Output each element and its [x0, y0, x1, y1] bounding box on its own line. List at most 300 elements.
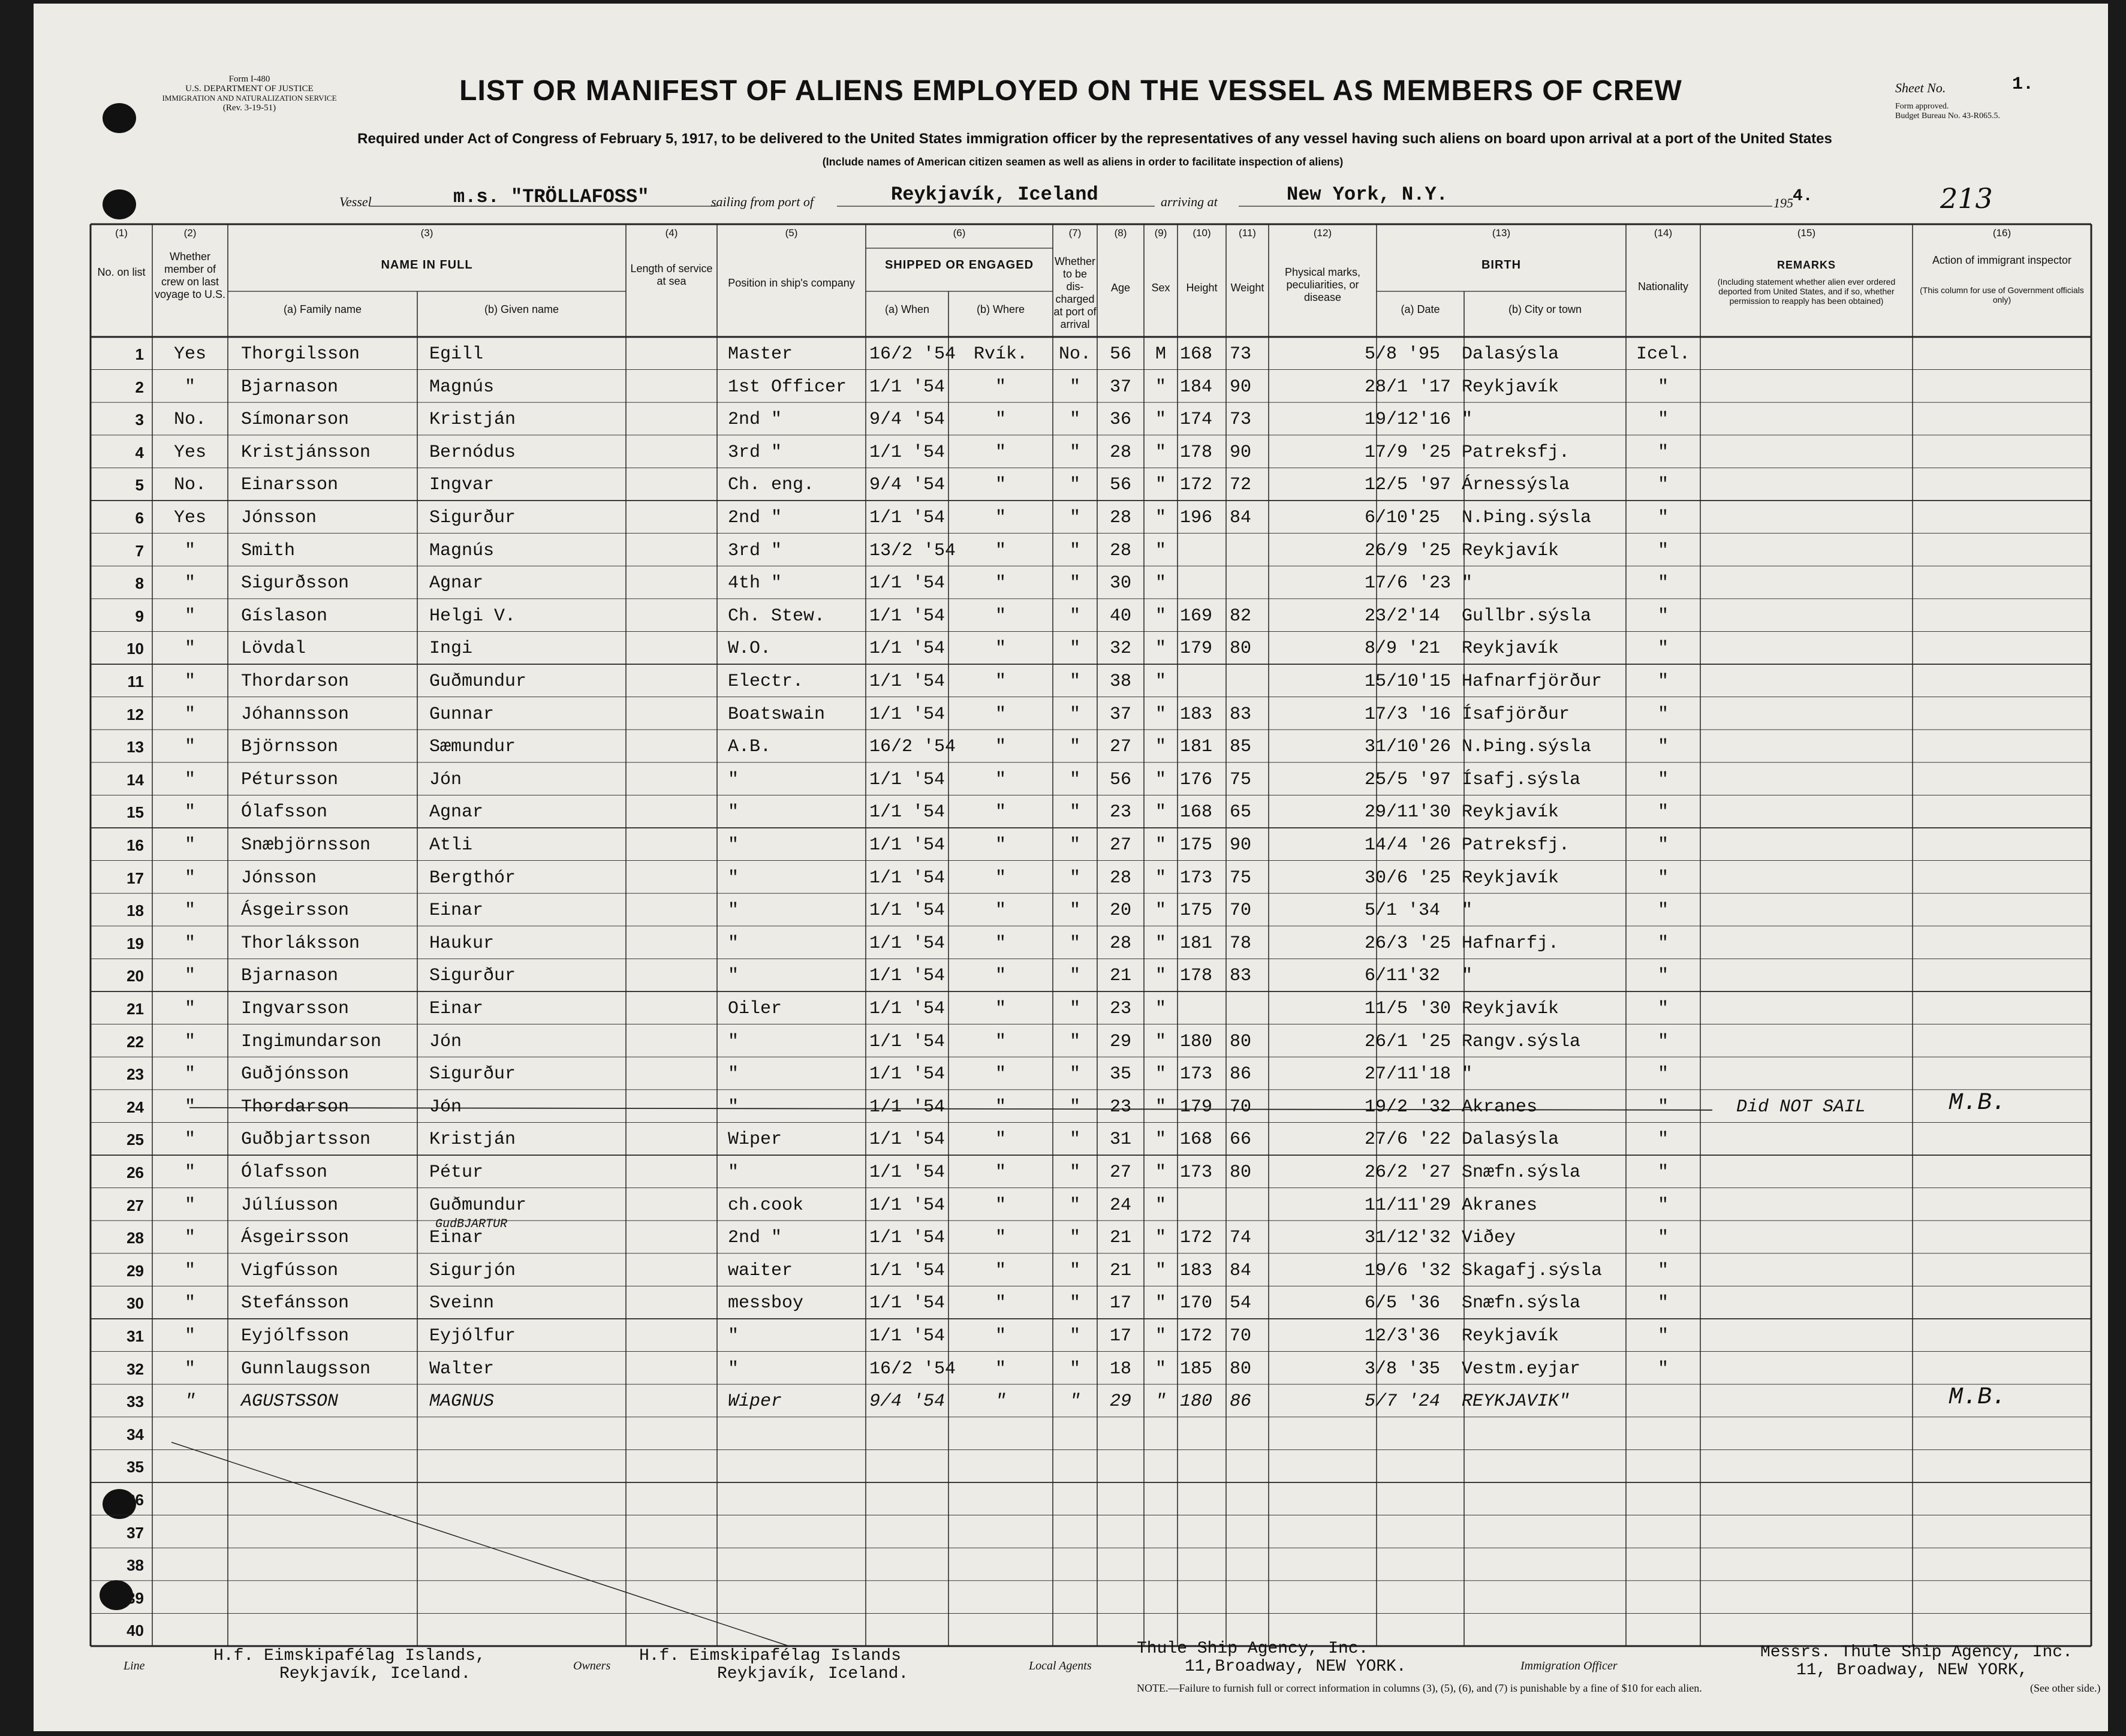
- budget-number: Budget Bureau No. 43-R065.5.: [1895, 111, 2000, 120]
- cell-given-name: Guðmundur: [429, 1195, 527, 1216]
- header-birth-date: (a) Date: [1401, 303, 1440, 315]
- cell-birth-city: Dalasýsla: [1462, 1129, 1559, 1150]
- cell-sex: ": [1155, 1195, 1166, 1216]
- cell-discharged: ": [1069, 1326, 1080, 1346]
- vessel-label: Vessel: [339, 194, 372, 209]
- cell-sex: ": [1155, 605, 1166, 626]
- cell-discharged: ": [1069, 737, 1080, 758]
- cell-sex: ": [1155, 933, 1166, 954]
- cell-birth-date: 25/5 '97: [1365, 769, 1452, 790]
- column-number: (11): [1239, 227, 1256, 239]
- cell-nationality: ": [1657, 573, 1669, 594]
- cell-weight: 90: [1230, 835, 1252, 855]
- row-number: 27: [127, 1196, 144, 1214]
- column-number: (8): [1114, 227, 1127, 239]
- cell-whether-member: ": [184, 835, 195, 855]
- cell-family-name: Júlíusson: [241, 1195, 339, 1216]
- cell-weight: 54: [1230, 1293, 1252, 1314]
- cell-shipped-when: 16/2 '54: [869, 1358, 956, 1379]
- cell-nationality: ": [1657, 671, 1669, 692]
- cell-shipped-where: ": [995, 638, 1006, 659]
- cell-whether-member: ": [184, 1358, 195, 1379]
- cell-sex: ": [1155, 835, 1166, 855]
- cell-age: 28: [1109, 508, 1131, 528]
- cell-birth-city: N.Þing.sýsla: [1462, 737, 1592, 758]
- row-number: 36: [127, 1491, 144, 1509]
- cell-discharged: ": [1069, 999, 1080, 1019]
- column-number: (6): [953, 227, 966, 239]
- cell-birth-date: 12/3'36: [1365, 1326, 1441, 1346]
- cell-sex: ": [1155, 1031, 1166, 1052]
- cell-shipped-where: ": [995, 1293, 1006, 1314]
- manifest-subnote: (Include names of American citizen seamen as well as aliens in order to facilitate inspection of aliens): [822, 156, 1344, 168]
- cell-height: 178: [1180, 966, 1213, 987]
- cell-age: 31: [1109, 1129, 1131, 1150]
- form-number: Form I-480: [228, 74, 270, 84]
- header-name-in-full: NAME IN FULL: [381, 258, 473, 272]
- cell-weight: 86: [1230, 1391, 1252, 1412]
- header-when: (a) When: [884, 303, 930, 315]
- cell-height: 173: [1180, 1064, 1213, 1085]
- cell-shipped-where: ": [995, 900, 1006, 921]
- cell-shipped-where: ": [995, 1326, 1006, 1346]
- cell-birth-date: 31/12'32: [1365, 1228, 1452, 1249]
- cell-family-name: Einarsson: [241, 475, 339, 496]
- row-number: 24: [127, 1098, 144, 1116]
- cell-whether-member: ": [184, 1162, 195, 1183]
- cell-birth-city: Hafnarfj.: [1462, 933, 1559, 954]
- column-number: (10): [1193, 227, 1211, 239]
- row-number: 2: [135, 378, 144, 396]
- column-number: (5): [785, 227, 798, 239]
- cell-family-name: AGUSTSSON: [241, 1391, 339, 1412]
- cell-family-name: Guðjónsson: [241, 1064, 350, 1085]
- cell-whether-member: ": [184, 966, 195, 987]
- cell-shipped-when: 1/1 '54: [869, 704, 945, 725]
- cell-nationality: ": [1657, 508, 1669, 528]
- cell-sex: ": [1155, 1162, 1166, 1183]
- cell-height: 168: [1180, 802, 1213, 823]
- row-number: 14: [127, 770, 144, 789]
- cell-shipped-when: 1/1 '54: [869, 1096, 945, 1117]
- cell-weight: 70: [1230, 900, 1252, 921]
- cell-shipped-when: 9/4 '54: [869, 409, 945, 430]
- cell-weight: 65: [1230, 802, 1252, 823]
- cell-sex: ": [1155, 638, 1166, 659]
- cell-birth-date: 31/10'26: [1365, 737, 1452, 758]
- cell-shipped-when: 1/1 '54: [869, 966, 945, 987]
- cell-shipped-where: ": [995, 1096, 1006, 1117]
- cell-shipped-when: 13/2 '54: [869, 540, 956, 561]
- cell-birth-city: Hafnarfjörður: [1462, 671, 1603, 692]
- cell-position: 1st Officer: [728, 376, 847, 397]
- cell-shipped-where: ": [995, 1260, 1006, 1281]
- cell-whether-member: ": [184, 671, 195, 692]
- cell-discharged: ": [1069, 966, 1080, 987]
- cell-nationality: ": [1657, 966, 1669, 987]
- cell-family-name: Bjarnason: [241, 966, 339, 987]
- cell-shipped-when: 1/1 '54: [869, 508, 945, 528]
- cell-age: 28: [1109, 933, 1131, 954]
- cell-whether-member: ": [184, 933, 195, 954]
- cell-height: 178: [1180, 442, 1213, 463]
- cell-given-name: Jón: [429, 769, 462, 790]
- cell-height: 184: [1180, 376, 1213, 397]
- cell-sex: ": [1155, 802, 1166, 823]
- cell-birth-date: 29/11'30: [1365, 802, 1452, 823]
- cell-whether-member: No.: [173, 475, 206, 496]
- cell-birth-date: 3/8 '35: [1365, 1358, 1441, 1379]
- cell-whether-member: Yes: [173, 442, 206, 463]
- cell-position: 3rd ": [728, 442, 782, 463]
- cell-family-name: Símonarson: [241, 409, 350, 430]
- cell-weight: 72: [1230, 475, 1252, 496]
- column-number: (9): [1154, 227, 1167, 239]
- cell-age: 24: [1109, 1195, 1131, 1216]
- cell-discharged: ": [1069, 1129, 1080, 1150]
- cell-position: ": [728, 1358, 739, 1379]
- agents-name: Thule Ship Agency, Inc.: [1137, 1639, 1369, 1658]
- cell-discharged: No.: [1058, 344, 1091, 364]
- cell-weight: 80: [1230, 1162, 1252, 1183]
- cell-sex: ": [1155, 671, 1166, 692]
- cell-family-name: Bjarnason: [241, 376, 339, 397]
- cell-nationality: ": [1657, 1162, 1669, 1183]
- cell-nationality: ": [1657, 1195, 1669, 1216]
- cell-weight: 80: [1230, 1358, 1252, 1379]
- cell-whether-member: ": [184, 540, 195, 561]
- cell-weight: 70: [1230, 1326, 1252, 1346]
- cell-birth-date: 19/12'16: [1365, 409, 1452, 430]
- officer-company: [1760, 1644, 2073, 1680]
- cell-discharged: ": [1069, 1293, 1080, 1314]
- cell-age: 28: [1109, 867, 1131, 888]
- cell-age: 29: [1109, 1391, 1131, 1412]
- cell-shipped-when: 1/1 '54: [869, 442, 945, 463]
- cell-height: 168: [1180, 344, 1213, 364]
- header-action-note: (This column for use of Government officials only): [1920, 285, 2084, 305]
- department-name: U.S. DEPARTMENT OF JUSTICE: [185, 84, 314, 94]
- cell-weight: 90: [1230, 442, 1252, 463]
- cell-weight: 90: [1230, 376, 1252, 397]
- cell-position: Wiper: [728, 1129, 782, 1150]
- row-number: 34: [127, 1425, 144, 1443]
- cell-discharged: ": [1069, 409, 1080, 430]
- cell-nationality: ": [1657, 442, 1669, 463]
- cell-sex: ": [1155, 1129, 1166, 1150]
- cell-sex: ": [1155, 1096, 1166, 1117]
- cell-shipped-when: 16/2 '54: [869, 737, 956, 758]
- row-number: 28: [127, 1229, 144, 1247]
- row-number: 40: [127, 1622, 144, 1640]
- cell-birth-city: ": [1462, 1064, 1473, 1085]
- cell-weight: 73: [1230, 344, 1252, 364]
- cell-position: messboy: [728, 1293, 804, 1314]
- cell-birth-date: 12/5 '97: [1365, 475, 1452, 496]
- cell-sex: ": [1155, 1391, 1166, 1412]
- cell-discharged: ": [1069, 1096, 1080, 1117]
- cell-nationality: ": [1657, 1031, 1669, 1052]
- cell-height: 169: [1180, 605, 1213, 626]
- cell-weight: 73: [1230, 409, 1252, 430]
- cell-shipped-where: ": [995, 409, 1006, 430]
- agents-label: Local Agents: [1029, 1659, 1092, 1672]
- cell-birth-city: Ísafj.sýsla: [1462, 769, 1581, 790]
- cell-family-name: Guðbjartsson: [241, 1129, 371, 1150]
- cell-age: 30: [1109, 573, 1131, 594]
- cell-position: Wiper: [728, 1391, 782, 1412]
- cell-sex: ": [1155, 769, 1166, 790]
- row-number: 9: [135, 607, 144, 625]
- cell-position: ": [728, 769, 739, 790]
- cell-birth-date: 27/11'18: [1365, 1064, 1452, 1085]
- cell-birth-city: Reykjavík: [1462, 638, 1559, 659]
- row-number: 4: [135, 443, 144, 462]
- cell-weight: 80: [1230, 1031, 1252, 1052]
- row-number: 30: [127, 1294, 144, 1313]
- cell-shipped-when: 9/4 '54: [869, 1391, 945, 1412]
- cell-given-name: Sigurður: [429, 1064, 516, 1085]
- cell-birth-city: Patreksfj.: [1462, 835, 1570, 855]
- cell-family-name: Jóhannsson: [241, 704, 350, 725]
- cell-nationality: ": [1657, 769, 1669, 790]
- cell-position: ": [728, 835, 739, 855]
- cell-given-name-note: GudBJARTUR: [435, 1217, 508, 1232]
- cell-birth-city: ": [1462, 900, 1473, 921]
- cell-birth-city: Snæfn.sýsla: [1462, 1293, 1581, 1314]
- row-number: 15: [127, 803, 144, 822]
- cell-shipped-when: 1/1 '54: [869, 1195, 945, 1216]
- cell-height: 181: [1180, 933, 1213, 954]
- cell-shipped-when: 1/1 '54: [869, 1162, 945, 1183]
- row-number: 33: [127, 1393, 144, 1411]
- cell-height: 172: [1180, 1326, 1213, 1346]
- cell-sex: ": [1155, 704, 1166, 725]
- cell-age: 21: [1109, 1260, 1131, 1281]
- officer-address: 11, Broadway, NEW YORK,: [1796, 1661, 2028, 1680]
- cell-whether-member: Yes: [173, 344, 206, 364]
- cell-shipped-where: ": [995, 475, 1006, 496]
- cell-height: 170: [1180, 1293, 1213, 1314]
- row-number: 16: [127, 836, 144, 854]
- cell-height: 180: [1180, 1391, 1213, 1412]
- cell-discharged: ": [1069, 605, 1080, 626]
- cell-whether-member: Yes: [173, 508, 206, 528]
- cell-whether-member: ": [184, 638, 195, 659]
- cell-age: 27: [1109, 737, 1131, 758]
- cell-shipped-when: 1/1 '54: [869, 1129, 945, 1150]
- cell-discharged: ": [1069, 1391, 1080, 1412]
- cell-birth-date: 17/3 '16: [1365, 704, 1452, 725]
- cell-family-name: Smith: [241, 540, 296, 561]
- cell-shipped-where: Rvík.: [973, 344, 1028, 364]
- cell-birth-city: Vestm.eyjar: [1462, 1358, 1581, 1379]
- cell-height: 172: [1180, 1228, 1213, 1249]
- owners-name: H.f. Eimskipafélag Islands: [639, 1647, 901, 1665]
- header-sex: Sex: [1151, 282, 1170, 294]
- cell-family-name: Jónsson: [241, 508, 317, 528]
- row-number: 35: [127, 1458, 144, 1476]
- cell-whether-member: ": [184, 737, 195, 758]
- cell-whether-member: ": [184, 1391, 195, 1412]
- cell-age: 17: [1109, 1326, 1131, 1346]
- column-number: (2): [183, 227, 197, 239]
- sailing-label: sailing from port of: [711, 194, 814, 209]
- cell-given-name: Jón: [429, 1031, 462, 1052]
- cell-birth-date: 5/7 '24: [1365, 1391, 1441, 1412]
- cell-sex: ": [1155, 966, 1166, 987]
- cell-discharged: ": [1069, 1162, 1080, 1183]
- column-number: (12): [1313, 227, 1332, 239]
- cell-position: ": [728, 1064, 739, 1085]
- cell-position: Electr.: [728, 671, 804, 692]
- manifest-title: LIST OR MANIFEST OF ALIENS EMPLOYED ON THE VESSEL AS MEMBERS OF CREW: [459, 75, 1682, 107]
- cell-age: 40: [1109, 605, 1131, 626]
- cell-shipped-where: ": [995, 704, 1006, 725]
- service-name: IMMIGRATION AND NATURALIZATION SERVICE: [162, 94, 337, 103]
- cell-shipped-when: 1/1 '54: [869, 835, 945, 855]
- row-number: 5: [135, 476, 144, 495]
- cell-birth-date: 19/2 '32: [1365, 1096, 1452, 1117]
- cell-weight: 75: [1230, 769, 1252, 790]
- cell-whether-member: ": [184, 999, 195, 1019]
- cell-given-name: Einar: [429, 900, 484, 921]
- cell-position: ": [728, 1326, 739, 1346]
- cell-shipped-where: ": [995, 966, 1006, 987]
- cell-given-name: Haukur: [429, 933, 495, 954]
- cell-family-name: Thordarson: [241, 671, 350, 692]
- header-no-on-list: No. on list: [97, 266, 146, 278]
- cell-shipped-when: 9/4 '54: [869, 475, 945, 496]
- cell-height: 174: [1180, 409, 1213, 430]
- cell-discharged: ": [1069, 802, 1080, 823]
- cell-birth-city: N.Þing.sýsla: [1462, 508, 1592, 528]
- year-prefix: 195: [1773, 195, 1793, 210]
- column-number: (1): [115, 227, 128, 239]
- row-number: 3: [135, 411, 144, 429]
- cell-shipped-where: ": [995, 867, 1006, 888]
- cell-family-name: Stefánsson: [241, 1293, 350, 1314]
- cell-given-name: Eyjólfur: [429, 1326, 516, 1346]
- cell-age: 20: [1109, 900, 1131, 921]
- cell-weight: 74: [1230, 1228, 1252, 1249]
- cell-birth-city: ": [1462, 409, 1473, 430]
- cell-birth-date: 5/1 '34: [1365, 900, 1441, 921]
- cell-given-name: Einar: [429, 999, 484, 1019]
- cell-shipped-where: ": [995, 999, 1006, 1019]
- cell-position: 3rd ": [728, 540, 782, 561]
- header-weight: Weight: [1230, 282, 1264, 294]
- sheet-number: 1.: [2012, 74, 2034, 95]
- line-city: Reykjavík, Iceland.: [279, 1665, 471, 1683]
- agents-address: 11,Broadway, NEW YORK.: [1185, 1657, 1407, 1676]
- cell-shipped-where: ": [995, 1162, 1006, 1183]
- header-family-name: (a) Family name: [283, 303, 362, 315]
- cell-family-name: Gíslason: [241, 605, 328, 626]
- row-number: 29: [127, 1261, 144, 1280]
- cell-discharged: ": [1069, 376, 1080, 397]
- cell-discharged: ": [1069, 769, 1080, 790]
- form-revision: (Rev. 3-19-51): [222, 103, 276, 113]
- cell-given-name: Sveinn: [429, 1293, 495, 1314]
- cell-age: 23: [1109, 802, 1131, 823]
- row-number: 38: [127, 1556, 144, 1575]
- cell-family-name: Thorláksson: [241, 933, 360, 954]
- cell-sex: ": [1155, 1228, 1166, 1249]
- arriving-label: arriving at: [1161, 194, 1218, 209]
- cell-age: 56: [1109, 475, 1131, 496]
- cell-nationality: ": [1657, 999, 1669, 1019]
- cell-shipped-where: ": [995, 671, 1006, 692]
- cell-age: 56: [1109, 769, 1131, 790]
- cell-age: 18: [1109, 1358, 1131, 1379]
- owners-city: Reykjavík, Iceland.: [717, 1665, 909, 1683]
- cell-birth-date: 28/1 '17: [1365, 376, 1452, 397]
- cell-discharged: ": [1069, 638, 1080, 659]
- cell-whether-member: ": [184, 867, 195, 888]
- cell-given-name: Sigurður: [429, 966, 516, 987]
- cell-weight: 70: [1230, 1096, 1252, 1117]
- row-number: 32: [127, 1360, 144, 1378]
- header-physical-marks: Physical marks, peculiarities, or disease: [1284, 266, 1361, 303]
- cell-birth-city: Snæfn.sýsla: [1462, 1162, 1581, 1183]
- row-number: 10: [127, 640, 144, 658]
- cancel-strike: [171, 1442, 789, 1646]
- cell-nationality: ": [1657, 704, 1669, 725]
- cell-age: 28: [1109, 442, 1131, 463]
- cell-weight: 84: [1230, 508, 1252, 528]
- cell-nationality: ": [1657, 409, 1669, 430]
- cell-birth-city: Gullbr.sýsla: [1462, 605, 1592, 626]
- cell-given-name: Agnar: [429, 802, 484, 823]
- cell-nationality: ": [1657, 1096, 1669, 1117]
- cell-family-name: Ásgeirsson: [241, 1228, 350, 1249]
- cell-nationality: ": [1657, 540, 1669, 561]
- cell-position: ": [728, 900, 739, 921]
- cell-shipped-when: 16/2 '54: [869, 344, 956, 364]
- cell-given-name: Magnús: [429, 376, 495, 397]
- cell-birth-city: Reykjavík: [1462, 802, 1559, 823]
- cell-sex: ": [1155, 737, 1166, 758]
- cell-given-name: Kristján: [429, 1129, 516, 1150]
- cell-birth-city: ": [1462, 573, 1473, 594]
- cell-position: ": [728, 867, 739, 888]
- cell-age: 27: [1109, 1162, 1131, 1183]
- cell-weight: 84: [1230, 1260, 1252, 1281]
- cell-remark: Did NOT SAIL: [1736, 1096, 1866, 1117]
- cell-discharged: ": [1069, 835, 1080, 855]
- cell-nationality: ": [1657, 1260, 1669, 1281]
- cell-whether-member: ": [184, 1064, 195, 1085]
- cell-birth-date: 26/1 '25: [1365, 1031, 1452, 1052]
- cell-position: Ch. eng.: [728, 475, 815, 496]
- cell-birth-city: Patreksfj.: [1462, 442, 1570, 463]
- cell-discharged: ": [1069, 1358, 1080, 1379]
- cell-shipped-when: 1/1 '54: [869, 1064, 945, 1085]
- cell-sex: M: [1155, 344, 1166, 364]
- cell-whether-member: ": [184, 1260, 195, 1281]
- cell-birth-date: 5/8 '95: [1365, 344, 1441, 364]
- cell-shipped-where: ": [995, 573, 1006, 594]
- cell-given-name: Sæmundur: [429, 737, 516, 758]
- cell-given-name: Jón: [429, 1096, 462, 1117]
- cell-age: 36: [1109, 409, 1131, 430]
- cell-sex: ": [1155, 376, 1166, 397]
- cell-discharged: ": [1069, 867, 1080, 888]
- cell-shipped-when: 1/1 '54: [869, 376, 945, 397]
- cell-family-name: Snæbjörnsson: [241, 835, 371, 855]
- cell-birth-city: Akranes: [1462, 1195, 1538, 1216]
